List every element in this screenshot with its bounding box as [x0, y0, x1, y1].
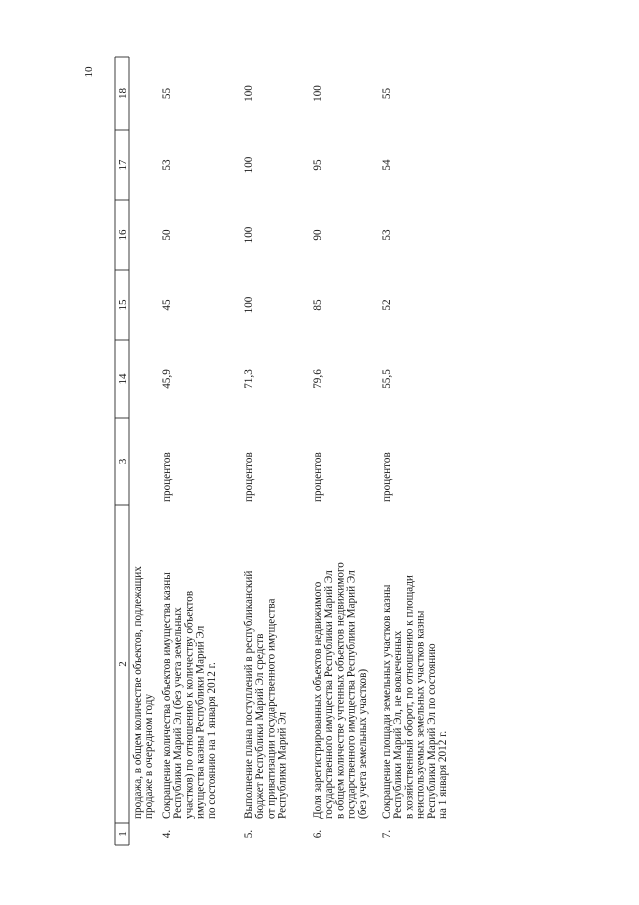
row-description: от приватизации государственного имущества [265, 598, 278, 819]
page-number: 10 [83, 66, 95, 78]
continuation-text: продаже в очередном году [143, 693, 156, 819]
row-value: 50 [161, 229, 173, 241]
row-description: Сокращение площади земельных участков казны [381, 584, 393, 819]
row-value: 100 [243, 85, 255, 102]
column-header: 18 [117, 88, 129, 99]
row-value: 55,5 [381, 369, 393, 389]
row-value: 52 [381, 299, 393, 311]
row-description: на 1 января 2012 г. [437, 730, 449, 819]
row-number: 6. [312, 829, 324, 839]
row-number: 7. [381, 829, 393, 839]
column-header: 1 [117, 831, 129, 837]
row-unit: процентов [312, 452, 324, 502]
row-value: 54 [381, 159, 393, 171]
row-description: неиспользуемых земельных участков казны [414, 610, 427, 819]
row-description: в хозяйственный оборот, по отношению к площади [403, 575, 416, 819]
row-value: 45,9 [161, 369, 173, 389]
table-grid [115, 57, 129, 845]
column-header: 3 [117, 458, 129, 465]
column-header: 15 [117, 299, 129, 311]
row-value: 100 [243, 226, 255, 244]
row-value: 79,6 [312, 369, 324, 389]
column-header: 17 [117, 159, 129, 171]
continuation-text: продажа, в общем количестве объектов, подлежащих [132, 566, 144, 819]
column-header: 14 [117, 373, 129, 385]
row-description: Выполнение плана поступлений в республиканский [243, 570, 255, 819]
row-value: 71,3 [243, 369, 255, 389]
column-header: 16 [117, 229, 129, 241]
row-number: 5. [243, 829, 255, 839]
row-unit: процентов [381, 452, 393, 502]
row-description: государственного имущества Республики Марий Эл [323, 570, 336, 819]
row-value: 53 [381, 229, 393, 241]
row-value: 100 [243, 296, 255, 314]
row-description: в общем количестве учтенных объектов недвижимого [334, 562, 347, 819]
row-description: Республики Марий Эл по состоянию [425, 643, 438, 819]
row-description: Республики Марий Эл (без учета земельных [172, 607, 185, 819]
row-description: государственного имущества Республики Марий Эл [345, 570, 358, 819]
row-description: Сокращение количества объектов имущества казны [161, 572, 173, 819]
row-description: (без учета земельных участков) [356, 668, 369, 819]
row-description: Республики Марий Эл [276, 711, 289, 819]
row-value: 90 [312, 229, 324, 241]
row-description: бюджет Республики Марий Эл средств [254, 633, 267, 819]
data-table [115, 57, 449, 845]
row-value: 55 [381, 87, 393, 100]
row-description: Доля зарегистрированных объектов недвижимого [312, 581, 324, 819]
row-value: 55 [161, 87, 173, 100]
row-number: 4. [161, 829, 173, 839]
row-value: 53 [161, 159, 173, 171]
row-description: по состоянию на 1 января 2012 г. [205, 662, 218, 819]
row-value: 85 [312, 299, 324, 311]
row-value: 45 [161, 299, 173, 311]
row-value: 100 [312, 85, 324, 102]
row-value: 100 [243, 156, 255, 174]
row-description: участков) по отношению к количеству объектов [183, 590, 196, 819]
row-unit: процентов [161, 452, 173, 502]
row-description: имущества казны Республики Марий Эл [194, 625, 207, 819]
row-unit: процентов [243, 452, 255, 502]
row-value: 95 [312, 159, 324, 171]
column-header: 2 [117, 661, 129, 667]
row-description: Республики Марий Эл, не вовлеченных [392, 630, 405, 819]
